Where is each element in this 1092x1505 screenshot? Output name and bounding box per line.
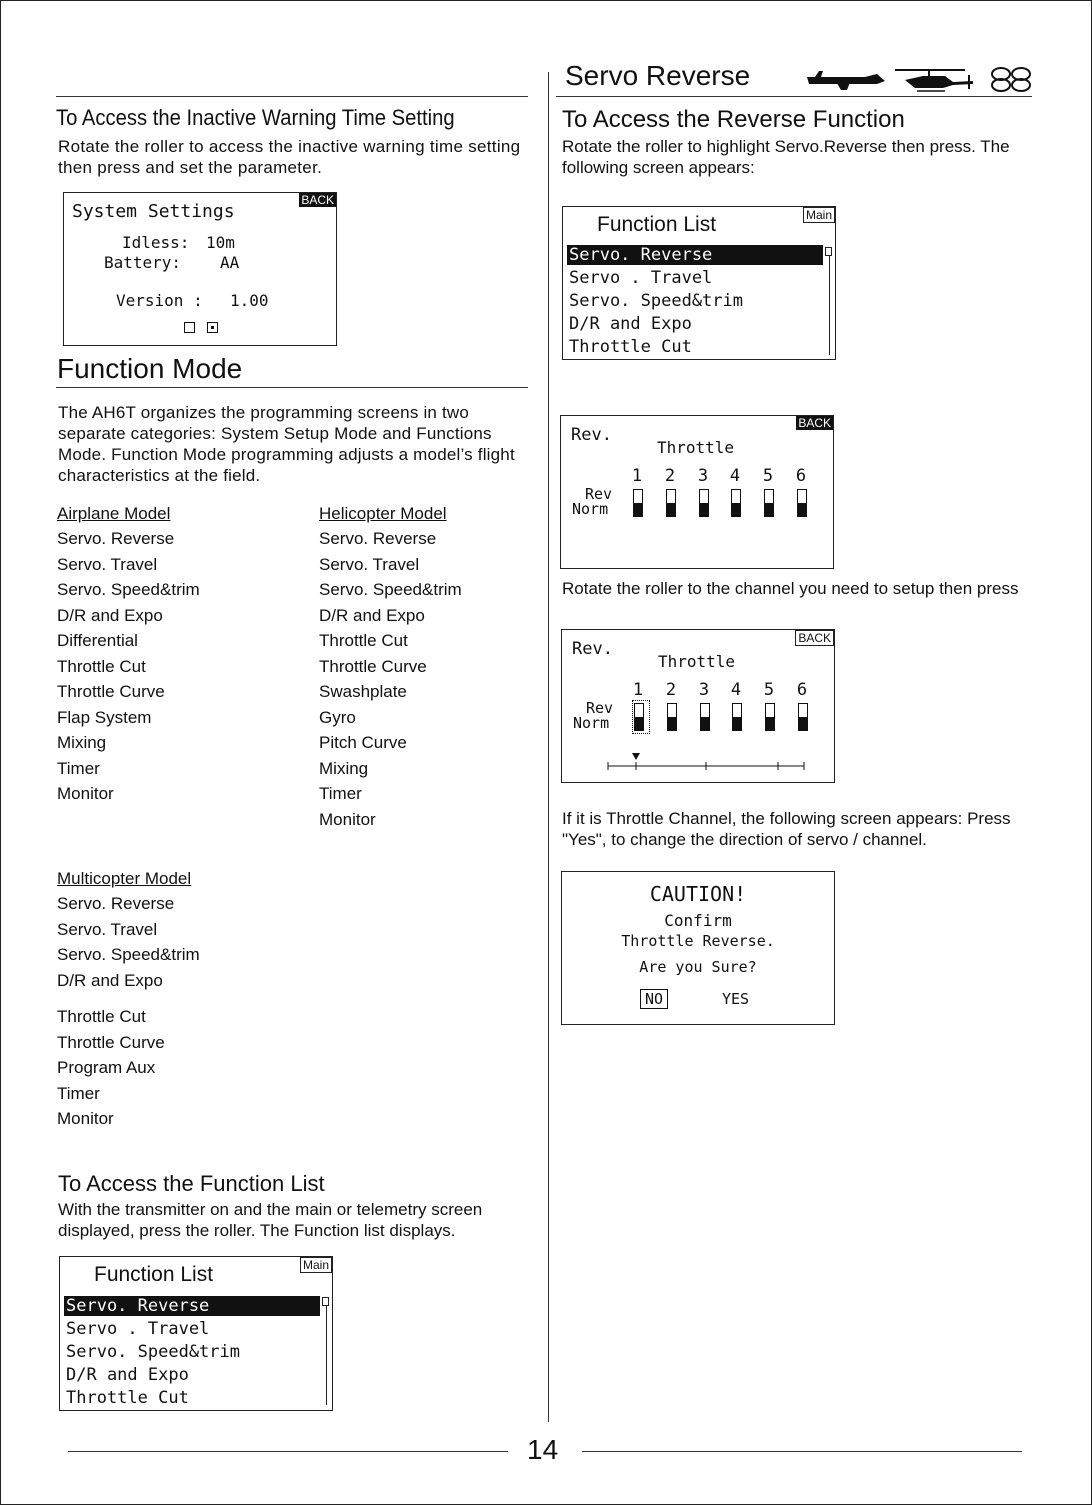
rev-screen-1: [560, 415, 834, 569]
idle-value: 10m: [206, 233, 235, 252]
list-item: Servo. Speed&trim: [319, 580, 462, 599]
no-button[interactable]: NO: [640, 989, 668, 1009]
channel-timeline: [606, 750, 806, 774]
footer-rule-right: [582, 1451, 1022, 1452]
channel-switch[interactable]: [765, 703, 775, 731]
scrollbar: [829, 247, 830, 355]
channel-number: 1: [631, 466, 643, 486]
reverse-access-text: Rotate the roller to highlight Servo.Reverse then press. The following screen appears:: [562, 137, 1010, 177]
inactive-warning-text: Rotate the roller to access the inactive warning time setting then press and set the parameter.: [58, 137, 521, 177]
list-item: Flap System: [57, 707, 152, 727]
function-list-item[interactable]: Servo . Travel: [569, 268, 713, 288]
list-item: Swashplate: [319, 682, 407, 701]
list-item: Servo. Travel: [57, 554, 158, 574]
reverse-access-heading: To Access the Reverse Function: [562, 106, 905, 133]
channel-number: 1: [632, 680, 644, 700]
version-label: Version :: [116, 291, 203, 310]
channel-switch[interactable]: [732, 703, 742, 731]
list-item: Servo. Speed&trim: [57, 580, 200, 599]
list-item: D/R and Expo: [319, 605, 425, 625]
list-item: Throttle Cut: [57, 1007, 146, 1026]
norm-label: Norm: [573, 714, 610, 732]
main-tag: Main: [300, 1257, 332, 1273]
function-list-screen-left: [59, 1256, 333, 1411]
function-list-screen-right: [562, 206, 836, 360]
channel-number: 5: [763, 680, 775, 700]
list-item: Servo. Reverse: [319, 529, 437, 548]
list-item: Servo. Reverse: [57, 529, 175, 548]
function-list-item[interactable]: Throttle Cut: [66, 1388, 189, 1408]
helicopter-icon: [895, 70, 973, 91]
rev-channel-name: Throttle: [657, 438, 735, 457]
function-list-item-selected[interactable]: Servo. Reverse: [567, 245, 823, 265]
channel-switch[interactable]: [666, 489, 676, 517]
channel-switch[interactable]: [797, 489, 807, 517]
multicopter-icon: [992, 68, 1030, 91]
inactive-warning-heading: To Access the Inactive Warning Time Setting: [56, 105, 455, 130]
airplane-model-list: [57, 504, 200, 807]
function-list-access-text: With the transmitter on and the main or telemetry screen displayed, press the roller. The Function list displays.: [58, 1200, 483, 1240]
list-item: Mixing: [319, 758, 369, 778]
list-item: Timer: [57, 1083, 100, 1103]
function-mode-text: The AH6T organizes the programming screens in two separate categories: System Setup Mode and Functions Mode. Function Mode programming adjusts a model’s flight characteristics at the field.: [58, 403, 515, 485]
channel-number: 4: [729, 466, 741, 486]
caution-line3: Are you Sure?: [639, 958, 757, 976]
channel-number: 2: [665, 680, 677, 700]
function-list-title: Function List: [94, 1263, 214, 1286]
list-item: Throttle Curve: [57, 682, 165, 701]
rev-title: Rev.: [572, 639, 613, 659]
column-divider: [548, 72, 549, 1422]
helicopter-model-title: Helicopter Model: [319, 504, 447, 523]
function-list-item-selected[interactable]: Servo. Reverse: [64, 1296, 320, 1316]
back-tag: BACK: [795, 630, 834, 646]
channel-number: 3: [697, 466, 709, 486]
function-mode-heading: Function Mode: [57, 353, 243, 384]
list-item: Pitch Curve: [319, 733, 407, 752]
channel-switch[interactable]: [700, 703, 710, 731]
list-item: Monitor: [57, 1109, 114, 1128]
channel-switch[interactable]: [699, 489, 709, 517]
list-item: Throttle Curve: [319, 656, 427, 676]
list-item: Servo. Speed&trim: [57, 945, 200, 964]
list-item: Monitor: [319, 809, 376, 829]
channel-number: 3: [698, 680, 710, 700]
norm-label: Norm: [572, 500, 609, 518]
channel-number: 2: [664, 466, 676, 486]
list-item: Throttle Cut: [57, 656, 146, 676]
function-list-item[interactable]: Servo. Speed&trim: [569, 291, 743, 311]
function-mode-rule: [56, 387, 528, 388]
footer-rule-left: [68, 1451, 508, 1452]
function-list-item[interactable]: Throttle Cut: [569, 337, 692, 357]
page-indicator-1: [184, 322, 195, 333]
channel-switch[interactable]: [764, 489, 774, 517]
caution-screen: [561, 871, 835, 1025]
list-item: Timer: [57, 758, 100, 778]
list-item: Servo. Reverse: [57, 894, 175, 913]
caution-title: CAUTION!: [649, 882, 747, 906]
list-item: Servo. Travel: [57, 919, 158, 939]
list-item: Monitor: [57, 784, 114, 803]
rev-screen-2: [561, 629, 835, 783]
list-item: D/R and Expo: [57, 970, 163, 990]
scroll-knob: [322, 1297, 329, 1306]
multicopter-model-list: [57, 869, 200, 1132]
function-list-item[interactable]: D/R and Expo: [66, 1365, 189, 1385]
header-icons: [805, 64, 1037, 94]
rev-title: Rev.: [571, 425, 612, 445]
throttle-channel-text: If it is Throttle Channel, the following screen appears: Press "Yes", to change the direction of servo / channel.: [562, 809, 1011, 849]
system-settings-title: System Settings: [72, 201, 235, 222]
version-value: 1.00: [230, 291, 269, 310]
scroll-knob: [825, 247, 832, 256]
rev-label: Rev: [585, 485, 613, 503]
function-list-item[interactable]: Servo . Travel: [66, 1319, 210, 1339]
battery-label: Battery:: [104, 253, 182, 272]
function-list-item[interactable]: Servo. Speed&trim: [66, 1342, 240, 1362]
inactive-warning-rule: [56, 96, 528, 97]
multicopter-model-title: Multicopter Model: [57, 869, 192, 888]
back-tag: BACK: [798, 416, 831, 430]
channel-number: 5: [762, 466, 774, 486]
list-item: Differential: [57, 631, 138, 650]
list-item: Servo. Travel: [319, 554, 420, 574]
channel-switch[interactable]: [798, 703, 808, 731]
channel-number: 4: [730, 680, 742, 700]
page-indicator-2: [207, 322, 218, 333]
back-tag: BACK: [301, 193, 334, 207]
function-list-title: Function List: [597, 213, 717, 236]
helicopter-model-list: [319, 504, 462, 832]
airplane-model-title: Airplane Model: [57, 504, 171, 523]
list-item: Throttle Curve: [57, 1032, 165, 1052]
list-item: Gyro: [319, 707, 356, 727]
rev-channel-name: Throttle: [658, 652, 736, 671]
channel-switch[interactable]: [633, 489, 643, 517]
channel-switch[interactable]: [731, 489, 741, 517]
function-list-item[interactable]: D/R and Expo: [569, 314, 692, 334]
list-item: Timer: [319, 784, 362, 803]
idle-label: Idless:: [122, 233, 190, 252]
channel-switch[interactable]: [667, 703, 677, 731]
rev-label: Rev: [586, 699, 614, 717]
rotate-channel-text: Rotate the roller to the channel you need to setup then press: [562, 579, 1019, 598]
function-list-access-heading: To Access the Function List: [58, 1171, 325, 1196]
scrollbar: [326, 1297, 327, 1405]
channel-selection-box: [632, 700, 650, 734]
right-header-rule: [556, 96, 1032, 97]
airplane-icon: [807, 71, 885, 90]
battery-value: AA: [220, 253, 240, 272]
servo-reverse-title: Servo Reverse: [565, 60, 751, 91]
page-number: 14: [527, 1434, 559, 1465]
list-item: D/R and Expo: [57, 605, 163, 625]
channel-number: 6: [795, 466, 807, 486]
main-tag: Main: [803, 207, 835, 223]
channel-number: 6: [796, 680, 808, 700]
system-settings-screen: [63, 192, 337, 346]
caution-line1: Confirm: [664, 911, 732, 930]
list-item: Program Aux: [57, 1058, 156, 1077]
yes-button[interactable]: YES: [722, 990, 750, 1008]
list-item: Mixing: [57, 733, 107, 752]
list-item: Throttle Cut: [319, 631, 408, 650]
caution-line2: Throttle Reverse.: [621, 932, 775, 950]
